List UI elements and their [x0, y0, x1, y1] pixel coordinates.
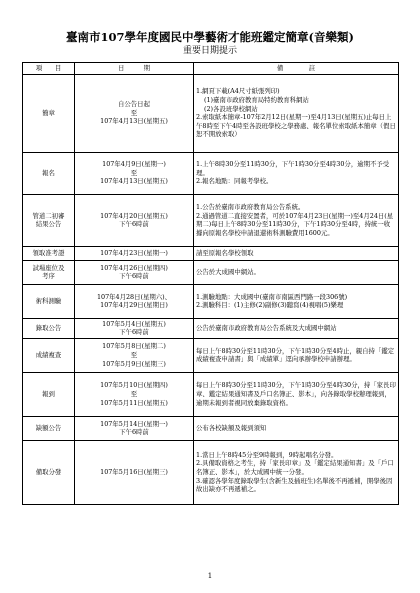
date-line: 107年4月29日(星期日) — [100, 301, 168, 310]
date-line: 下午6時前 — [119, 328, 149, 337]
item-cell — [23, 284, 75, 318]
date-line: 107年4月23日(星期一) — [100, 248, 168, 257]
note-line: 3.確認各學年度錄取學生(含新生及插班生)名單後不再遞補，開學後因故出缺亦不再遞補之。 — [196, 476, 393, 494]
date-line: 107年5月9日(星期三) — [102, 359, 166, 368]
date-cell — [75, 440, 194, 504]
item-cell — [23, 372, 75, 416]
note-line: 1.測驗地點：大成國中(臺南市南區西門路一段306號) — [196, 292, 348, 301]
date-line: 至 — [130, 350, 138, 359]
date-line: 下午6時前 — [119, 272, 149, 281]
item-cell — [23, 152, 75, 194]
note-line: 每日上午8時30分至11時30分，下午1時30分至4時30分，持「家長印章、鑑定結果通知書及戶口名簿正、影本」，向各錄取學校辦理報到，逾期未報到者視同放棄錄取資格。 — [196, 381, 396, 407]
note-line: 公告於臺南市政府教育局公告系統及大成國中網站 — [196, 323, 337, 332]
note-cell — [194, 440, 399, 504]
date-cell — [75, 416, 194, 440]
date-cell — [75, 194, 194, 246]
note-line: 1.上午8時30分至11時30分，下午1時30分至4時30分，逾期不予受理。 — [196, 160, 390, 177]
header-note: 備 註 — [194, 63, 399, 75]
item-cell — [23, 440, 75, 504]
item-cell — [23, 260, 75, 284]
note-line: 公告於大成國中網站。 — [196, 267, 260, 276]
table-row — [23, 372, 399, 416]
note-cell — [194, 194, 399, 246]
table-row — [23, 246, 399, 260]
note-line: 2.報名地點：同報考學校。 — [196, 177, 273, 186]
note-line: 2.通過管道二直接安置者，可於107年4月23日(星期一)至4月24日(星期二)每日上午8時30分至11時30分，下午1時30分至4時，持統一收據向原報名學校申請退還術科測驗費用1600元。 — [196, 211, 394, 237]
note-line: (2)各設班學校網站 — [204, 104, 258, 113]
table-header-row — [23, 63, 399, 75]
date-cell — [75, 372, 194, 416]
note-cell — [194, 260, 399, 284]
table-row — [23, 74, 399, 152]
date-cell — [75, 284, 194, 318]
note-cell — [194, 152, 399, 194]
table-row — [23, 440, 399, 504]
item-line: 報名 — [42, 168, 55, 177]
note-cell — [194, 284, 399, 318]
date-line: 下午6時前 — [119, 220, 149, 229]
note-line: 1.當日上午8時45分至9時報到，9時起唱名分發。 — [196, 450, 338, 459]
table-row — [23, 338, 399, 372]
note-line: 2.索取紙本簡章-107年2月12日(星期一)至4月13日(星期五)止每日上午8時至下午4時至各設班學校之學務處、報名單位索取紙本簡章（假日恕不開放索取） — [196, 113, 396, 139]
document-subtitle: 重要日期提示 — [182, 46, 237, 56]
note-line: 1.網頁下載(A4尺寸紙張列印) — [196, 87, 280, 96]
date-cell — [75, 246, 194, 260]
item-line: 考序 — [42, 272, 55, 281]
date-line: 至 — [130, 389, 138, 398]
item-line: 結果公告 — [35, 220, 62, 229]
table-row — [23, 284, 399, 318]
table-row — [23, 318, 399, 338]
note-line: 每日上午8時30分至11時30分，下午1時30分至4時止，親自持「鑑定成績複查申請書」與「成績單」逕向承辦學校申請辦理。 — [196, 346, 395, 364]
item-line: 成績複查 — [35, 350, 62, 359]
table-row — [23, 194, 399, 246]
header-date: 日 期 — [75, 63, 194, 75]
date-line: 107年4月9日(星期一) — [102, 160, 166, 169]
item-line: 術科測驗 — [35, 296, 62, 305]
item-line: 缺額公告 — [35, 423, 62, 432]
item-line: 備取分發 — [35, 467, 62, 476]
note-line: 2.測驗科目：(1)主修(2)副修(3)聽寫(4)視唱(5)樂理 — [196, 301, 344, 310]
date-line: 107年4月13日(星期五) — [100, 177, 168, 186]
date-line: 107年5月8日(星期二) — [102, 342, 166, 351]
date-line: 107年5月16日(星期三) — [100, 467, 168, 476]
item-cell — [23, 194, 75, 246]
date-line: 至 — [130, 168, 138, 177]
item-cell — [23, 246, 75, 260]
date-line: 107年4月13日(星期五) — [100, 117, 168, 126]
note-cell — [194, 372, 399, 416]
note-line: 請至原報名學校領取 — [196, 248, 254, 257]
item-line: 錄取公告 — [35, 323, 62, 332]
schedule-table — [22, 62, 399, 505]
item-cell — [23, 318, 75, 338]
date-line: 107年5月11日(星期五) — [100, 398, 168, 407]
date-line: 自公告日起 — [118, 100, 150, 109]
item-line: 報到 — [42, 389, 55, 398]
date-cell — [75, 318, 194, 338]
item-cell — [23, 416, 75, 440]
note-line: 2.具備取資格之考生，持「家長印章」及「鑑定結果通知書」及「戶口名簿正、影本」，於大成國中統一分發。 — [196, 459, 394, 476]
note-cell — [194, 416, 399, 440]
date-cell — [75, 152, 194, 194]
table-row — [23, 260, 399, 284]
date-line: 107年4月28日(星期六)、 — [96, 292, 172, 301]
date-cell — [75, 338, 194, 372]
item-line: 簡章 — [42, 108, 55, 117]
note-cell — [194, 246, 399, 260]
date-line: 107年4月20日(星期五) — [100, 211, 168, 220]
table-row — [23, 152, 399, 194]
note-cell — [194, 318, 399, 338]
table-row — [23, 416, 399, 440]
date-line: 107年5月4日(星期五) — [102, 319, 166, 328]
item-cell — [23, 338, 75, 372]
item-line: 管道二初審 — [32, 211, 65, 220]
page-number: 1 — [207, 572, 213, 580]
date-line: 107年5月14日(星期一) — [100, 419, 168, 428]
date-cell — [75, 260, 194, 284]
item-line: 試場座位及 — [32, 263, 65, 272]
date-line: 107年5月10日(星期四) — [100, 381, 168, 390]
item-line: 領取准考證 — [32, 248, 65, 257]
note-line: (1)臺南市政府教育局特約教育科網站 — [204, 95, 309, 104]
note-cell — [194, 338, 399, 372]
header-item: 項 目 — [23, 63, 75, 75]
note-line: 1.公告於臺南市政府教育局公告系統。 — [196, 202, 305, 211]
date-line: 107年4月26日(星期四) — [100, 263, 168, 272]
note-cell — [194, 74, 399, 152]
date-cell — [75, 74, 194, 152]
item-cell — [23, 74, 75, 152]
date-line: 下午6時前 — [119, 428, 149, 437]
date-line: 至 — [130, 108, 138, 117]
note-line: 公布各校缺額及報到須知 — [196, 423, 267, 432]
document-title: 臺南市107學年度國民中學藝術才能班鑑定簡章(音樂類) — [66, 30, 354, 44]
